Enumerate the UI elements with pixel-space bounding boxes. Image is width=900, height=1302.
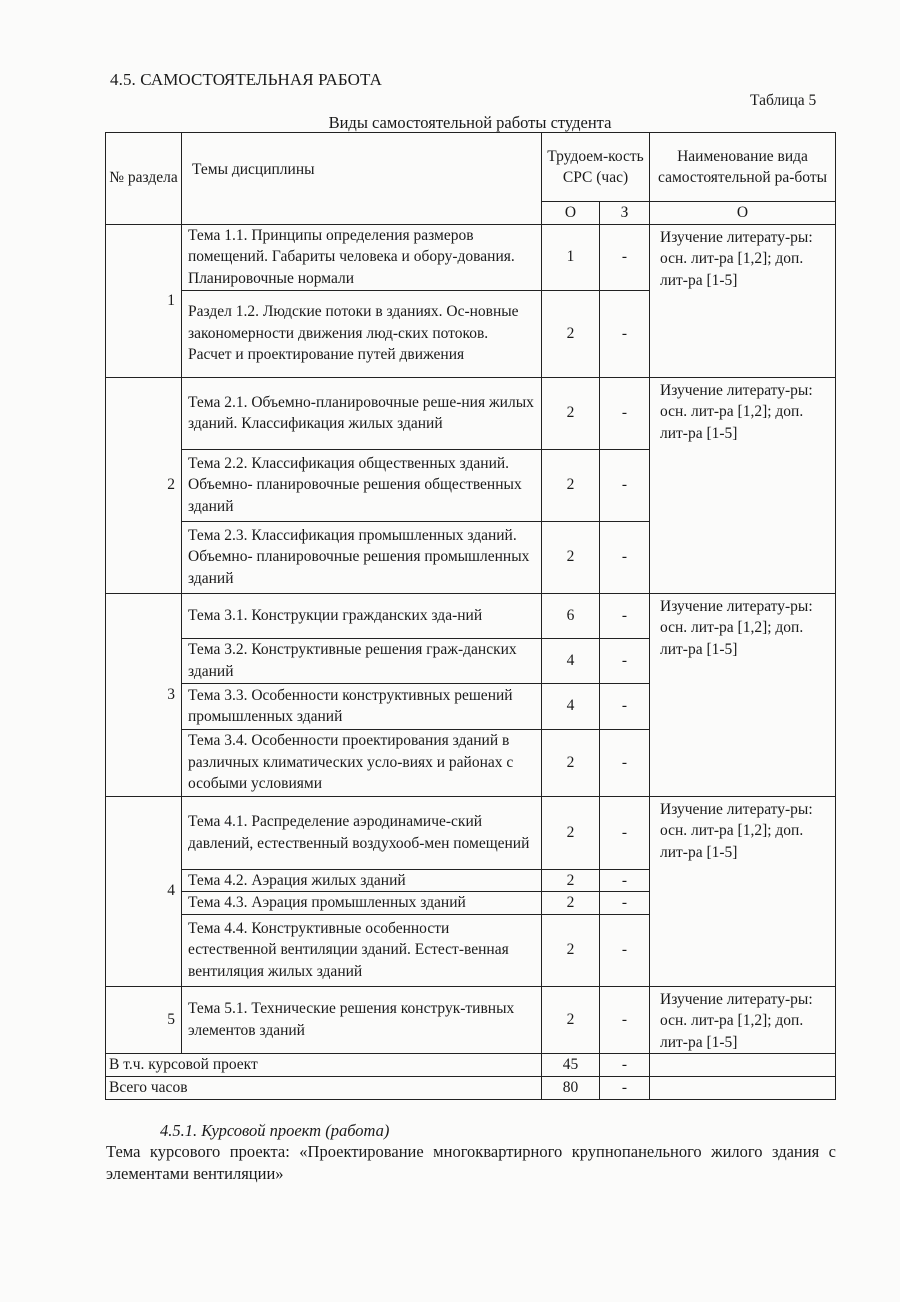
hours-o: 2 [542,521,600,593]
table-row [106,986,836,1054]
hours-o: 2 [542,914,600,986]
topic-title: Тема 2.2. Классификация общественных зданий. Объемно- планировочные решения общественных зданий [182,449,542,521]
topic-title: Тема 4.4. Конструктивные особенности естественной вентиляции зданий. Естест-венная вентиляция жилых зданий [182,914,542,986]
section-number: 5 [106,986,182,1054]
work-type: Изучение литерату-ры: осн. лит-ра [1,2]; доп. лит-ра [1-5] [650,593,836,796]
hours-z: - [600,521,650,593]
topic-title: Тема 1.1. Принципы определения размеров помещений. Габариты человека и обору-дования. Планировочные нормали [182,224,542,290]
header-section-no-text: № раздела [109,169,178,187]
topic-title: Тема 4.3. Аэрация промышленных зданий [182,892,542,915]
section-number: 2 [106,377,182,593]
topic-title: Тема 3.1. Конструкции гражданских зда-ний [182,593,542,638]
hours-z: - [600,729,650,796]
header-hours-z: З [600,202,650,225]
total-hours-z: - [600,1076,650,1099]
hours-o: 2 [542,796,600,869]
topic-title: Тема 3.4. Особенности проектирования зданий в различных климатических усло-виях и районах с особыми условиями [182,729,542,796]
hours-z: - [600,290,650,377]
table-caption: Виды самостоятельной работы студента [328,113,612,132]
hours-z: - [600,869,650,892]
table-row [106,593,836,638]
hours-z: - [600,892,650,915]
hours-o: 2 [542,377,600,449]
hours-o: 2 [542,869,600,892]
hours-o: 2 [542,986,600,1054]
header-hours [542,133,650,202]
topic-title: Тема 4.2. Аэрация жилых зданий [182,869,542,892]
table-row [106,224,836,290]
hours-o: 4 [542,638,600,683]
hours-o: 2 [542,290,600,377]
work-type: Изучение литерату-ры: осн. лит-ра [1,2]; доп. лит-ра [1-5] [650,224,836,377]
hours-o: 2 [542,449,600,521]
table-row [106,796,836,869]
hours-z: - [600,914,650,986]
total-work-type [650,1054,836,1077]
total-hours-o: 45 [542,1054,600,1077]
topic-title: Тема 3.3. Особенности конструктивных решений промышленных зданий [182,683,542,729]
hours-o: 6 [542,593,600,638]
hours-z: - [600,377,650,449]
total-row [106,1076,836,1099]
section-number: 3 [106,593,182,796]
header-topics [182,133,542,225]
topic-title: Тема 4.1. Распределение аэродинамиче-ский давлений, естественный воздухооб-мен помещений [182,796,542,869]
topic-title: Тема 5.1. Технические решения конструк-тивных элементов зданий [182,986,542,1054]
hours-z: - [600,638,650,683]
total-label: Всего часов [106,1076,542,1099]
topic-title: Тема 3.2. Конструктивные решения граж-данских зданий [182,638,542,683]
topic-title: Тема 2.1. Объемно-планировочные реше-ния жилых зданий. Классификация жилых зданий [182,377,542,449]
total-work-type [650,1076,836,1099]
section-title: 4.5. САМОСТОЯТЕЛЬНАЯ РАБОТА [110,70,382,89]
hours-z: - [600,449,650,521]
topic-title: Раздел 1.2. Людские потоки в зданиях. Ос-новные закономерности движения люд-ских потоков. Расчет и проектирование путей движения [182,290,542,377]
total-hours-z: - [600,1054,650,1077]
topic-title: Тема 2.3. Классификация промышленных зданий. Объемно- планировочные решения промышленных зданий [182,521,542,593]
table-row [106,377,836,449]
hours-z: - [600,683,650,729]
section-number: 4 [106,796,182,986]
work-type: Изучение литерату-ры: осн. лит-ра [1,2]; доп. лит-ра [1-5] [650,796,836,986]
course-project-topic: Тема курсового проекта: «Проектирование многоквартирного крупнопанельного жилого здания с элементами вентиляции» [106,1142,836,1183]
course-project-heading: 4.5.1. Курсовой проект (работа) [160,1121,390,1140]
hours-z: - [600,593,650,638]
header-topics-text: Темы дисциплины [192,160,315,178]
header-hours-o: О [542,202,600,225]
hours-o: 2 [542,892,600,915]
header-work-type-text: Наименование вида самостоятельной ра-боты [658,148,828,186]
header-section-no [106,133,182,225]
section-number: 1 [106,224,182,377]
total-row [106,1054,836,1077]
header-work-o: О [650,202,836,225]
header-hours-text: Трудоем-кость СРС (час) [547,148,644,186]
header-work-type [650,133,836,202]
table-number: Таблица 5 [750,92,817,109]
independent-work-table [105,132,836,1100]
hours-o: 1 [542,224,600,290]
hours-o: 2 [542,729,600,796]
total-hours-o: 80 [542,1076,600,1099]
hours-z: - [600,796,650,869]
hours-z: - [600,224,650,290]
total-label: В т.ч. курсовой проект [106,1054,542,1077]
hours-o: 4 [542,683,600,729]
work-type: Изучение литерату-ры: осн. лит-ра [1,2]; доп. лит-ра [1-5] [650,377,836,593]
work-type: Изучение литерату-ры: осн. лит-ра [1,2]; доп. лит-ра [1-5] [650,986,836,1054]
hours-z: - [600,986,650,1054]
